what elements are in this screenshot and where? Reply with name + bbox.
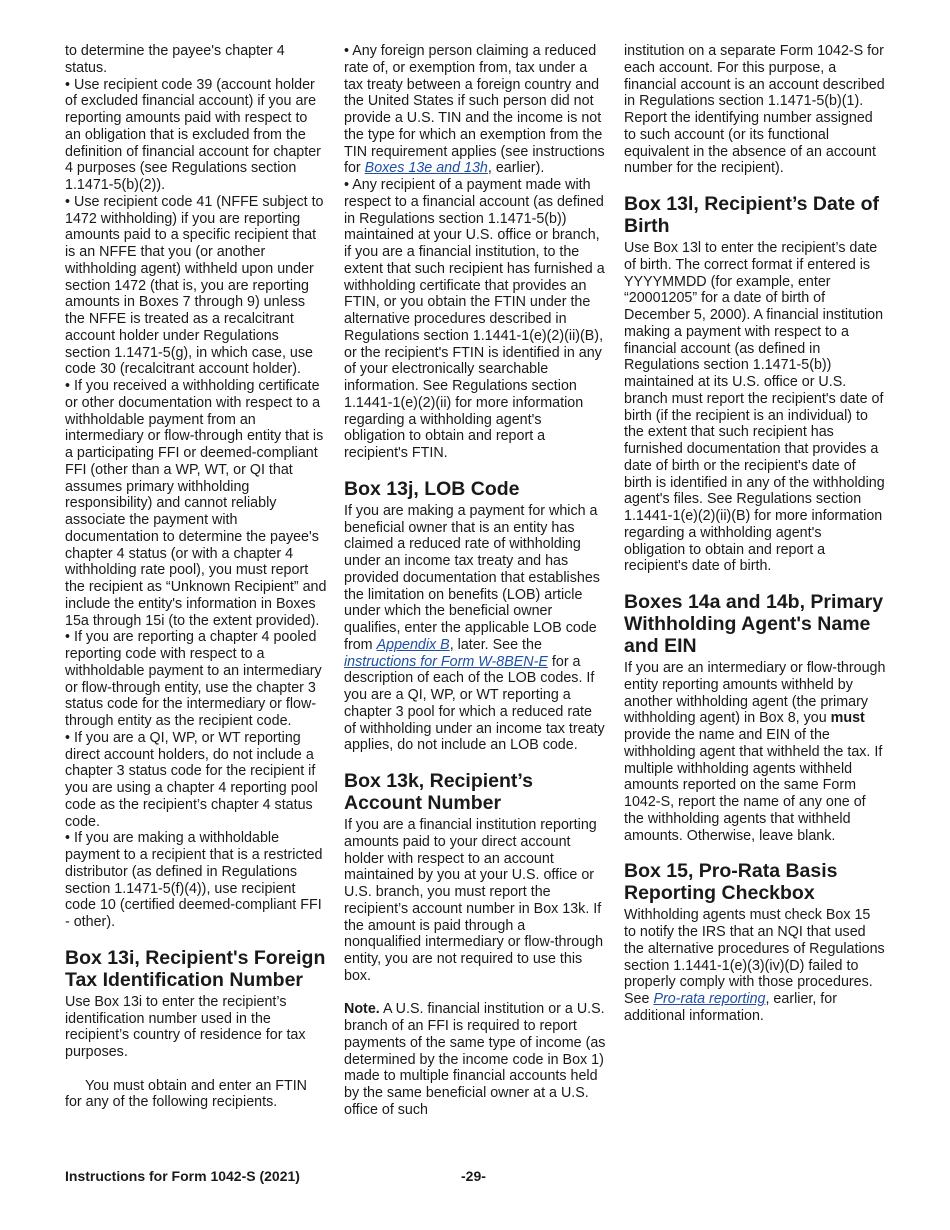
note-paragraph: [344, 1001, 606, 1118]
bullet-text: If you are a QI, WP, or WT reporting direct account holders, do not include a chapter 3 status code for the recipient if you are using a chapter 4 reporting pool code as the recipient’s chapter 4 status code.: [65, 729, 318, 830]
column-3: [624, 43, 886, 1025]
bullet-icon: •: [65, 76, 71, 93]
bullet-text: Any foreign person claiming a reduced rate of, or exemption from, tax under a tax treaty between a foreign country and the United States if such person did not provide a U.S. TIN and the income is not the type for which an exemption from the TIN requirement applies (see instructions for: [344, 43, 605, 177]
text: , later. See the: [449, 636, 542, 653]
bullet-item: [344, 177, 606, 462]
text: If you are making a payment for which a beneficial owner that is an entity has claimed a reduced rate of withholding under an income tax treaty and has provided documentation that establishes the limitation on benefits (LOB) article under which the beneficial owner qualifies, enter the applicable LOB code from: [344, 502, 600, 653]
section-heading: Box 13i, Recipient's Foreign Tax Identification Number: [65, 946, 326, 991]
text: If you are an intermediary or flow-through entity reporting amounts withheld by another withholding agent (the primary withholding agent) in Box 8, you: [624, 660, 886, 727]
bullet-icon: •: [65, 830, 71, 847]
section-heading: Box 13k, Recipient’s Account Number: [344, 770, 533, 814]
bullet-icon: •: [65, 729, 71, 746]
bullet-text: If you are making a withholdable payment to a recipient that is a restricted distributor (as defined in Regulations section 1.1471-5(f)(4)), use recipient code 10 (certified deemed-compliant FFI - other).: [65, 830, 323, 930]
paragraph: [624, 907, 886, 1024]
bullet-text: , earlier).: [487, 160, 545, 177]
appendix-b-link[interactable]: Appendix B: [376, 636, 450, 653]
paragraph: to determine the payee's chapter 4 status.: [65, 43, 285, 76]
boxes-13e-13h-link[interactable]: Boxes 13e and 13h: [364, 160, 488, 177]
bullet-text: If you received a withholding certificate or other documentation with respect to a withholdable payment from an intermediary or flow-through entity that is a participating FFI or deemed-compliant FFI (other than a WP, WT, or QI that assumes primary withholding responsibility) and cannot reliably associate the payment with documentation to determine the payee's chapter 4 status (or with a chapter 4 withholding rate pool), you must report the recipient as “Unknown Recipient” and include the entity's information in Boxes 15a through 15i (to the extent provided).: [65, 378, 327, 629]
bullet-text: Use recipient code 41 (NFFE subject to 1472 withholding) if you are reporting amounts paid to a specific recipient that is an NFFE that you (or another withholding agent) withheld upon under section 1472 (that is, you are reporting amounts in Boxes 7 through 9) unless the NFFE is treated as a recalcitrant account holder under Regulations section 1.1471-5(g), in which case, use code 30 (recalcitrant account holder).: [65, 193, 324, 378]
bullet-item: [65, 194, 327, 378]
section-heading: Boxes 14a and 14b, Primary Withholding Agent's Name and EIN: [624, 591, 884, 657]
section-heading: Box 13j, LOB Code: [344, 477, 520, 500]
bullet-icon: •: [344, 43, 350, 59]
bullet-item: [65, 629, 327, 730]
text: Withholding agents must check Box 15 to notify the IRS that an NQI that used the alternative procedures of Regulations section 1.1441-1(e)(3)(iv)(D) failed to properly comply with those procedures. See: [624, 907, 885, 1007]
emphasis: must: [830, 710, 865, 727]
bullet-text: Any recipient of a payment made with respect to a financial account (as defined in Regulations section 1.1471-5(b)) maintained at your U.S. office or branch, if you are a financial institution, to the extent that such recipient has furnished a withholding certificate that provides an FTIN, or you obtain the FTIN under the alternative procedures described in Regulations section 1.1441-1(e)(2)(ii)(B), or the recipient's FTIN is identified in any of your electronically searchable information. See Regulations section 1.1441-1(e)(2)(ii) for more information regarding a withholding agent's obligation to obtain and report a recipient's FTIN.: [344, 177, 605, 461]
bullet-item: [65, 77, 327, 194]
w8ben-e-instructions-link[interactable]: instructions for Form W-8BEN-E: [344, 653, 548, 670]
page-number: -29-: [461, 1168, 486, 1184]
text: A U.S. financial institution or a U.S. branch of an FFI is required to report payments of the same type of income (as determined by the income code in Box 1) made to multiple financial accounts held by the same beneficial owner at a U.S. office of such: [344, 1001, 606, 1118]
paragraph: You must obtain and enter an FTIN for any of the following recipients.: [65, 1077, 307, 1111]
section-heading: Box 13l, Recipient’s Date of Birth: [624, 193, 880, 237]
pro-rata-reporting-link[interactable]: Pro-rata reporting: [653, 991, 766, 1007]
bullet-item: [344, 43, 606, 177]
bullet-text: If you are reporting a chapter 4 pooled reporting code with respect to a withholdable payment to an intermediary or flow-through entity, use the chapter 3 status code for the intermediary or flow-through entity as the recipient code.: [65, 629, 322, 729]
text: for a description of each of the LOB codes. If you are a QI, WP, or WT reporting a chapter 3 pool for which a reduced rate of withholding under an income tax treaty applies, do not include an LOB code.: [344, 653, 605, 754]
text: , earlier, for additional information.: [624, 991, 837, 1024]
bullet-item: [65, 830, 327, 931]
paragraph: [624, 660, 886, 844]
bullet-icon: •: [344, 177, 350, 193]
column-2: [344, 43, 606, 1119]
paragraph: Use Box 13i to enter the recipient’s identification number used in the recipient’s country of residence for tax purposes.: [65, 993, 306, 1060]
section-heading: Box 15, Pro-Rata Basis Reporting Checkbox: [624, 860, 838, 905]
column-1: [65, 43, 327, 1111]
bullet-item: [65, 378, 327, 629]
bullet-icon: •: [65, 378, 71, 394]
bullet-icon: •: [65, 629, 71, 646]
note-label: Note.: [344, 1001, 380, 1018]
bullet-icon: •: [65, 193, 71, 210]
paragraph: If you are a financial institution reporting amounts paid to your direct account holder with respect to an account maintained by you at your U.S. office or U.S. branch, you must report the recipient’s account number in Box 13k. If the amount is paid through a nonqualified intermediary or flow-through entity, you are not required to use this box.: [344, 817, 604, 984]
paragraph: [344, 503, 606, 754]
bullet-item: [65, 730, 327, 831]
text: provide the name and EIN of the withholding agent that withheld the tax. If multiple withholding agents withheld amounts reported on the same Form 1042-S, report the name of any one of the withholding agents that withheld amounts. Otherwise, leave blank.: [624, 727, 883, 844]
footer-form-title: Instructions for Form 1042-S (2021): [65, 1168, 300, 1184]
paragraph: institution on a separate Form 1042-S for each account. For this purpose, a financial account is an account described in Regulations section 1.1471-5(b)(1). Report the identifying number assigned to such account (or its functional equivalent in the absence of an account number for the recipient).: [624, 43, 885, 177]
bullet-text: Use recipient code 39 (account holder of excluded financial account) if you are reporting amounts paid with respect to an obligation that is excluded from the definition of financial account for chapter 4 purposes (see Regulations section 1.1471-5(b)(2)).: [65, 76, 321, 193]
paragraph: Use Box 13l to enter the recipient’s date of birth. The correct format if entered is YYYYMMDD (for example, enter “20001205” for a date of birth of December 5, 2000). A financial institution making a payment with respect to a financial account (as defined in Regulations section 1.1471-5(b)) maintained at its U.S. office or U.S. branch must report the recipient's date of birth (if the recipient is an individual) to the extent that such recipient has furnished documentation that provides a date of birth or the recipient's date of birth is identified in any of the withholding agent's files. See Regulations section 1.1441-1(e)(2)(ii)(B) for more information regarding a withholding agent's obligation to obtain and report a recipient's date of birth.: [624, 240, 885, 575]
